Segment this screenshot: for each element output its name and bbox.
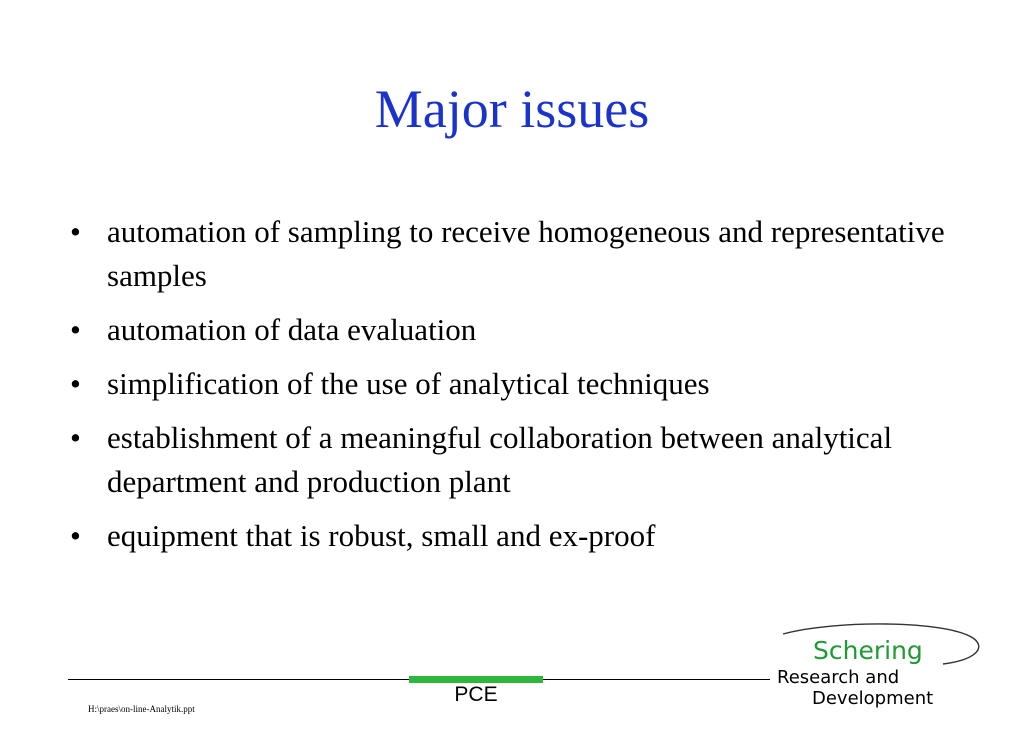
- company-logo: [775, 622, 985, 714]
- list-item: [70, 362, 950, 406]
- list-item: [70, 308, 950, 352]
- bullet-marker: •: [70, 312, 81, 347]
- logo-brand-text: Schering: [813, 636, 923, 665]
- bullet-marker: •: [70, 518, 81, 553]
- bullet-marker: •: [70, 366, 81, 401]
- bullet-text: equipment that is robust, small and ex-proof: [107, 518, 656, 553]
- bullet-text: establishment of a meaningful collaboration between analytical department and production plant: [107, 420, 893, 499]
- list-item: [70, 210, 950, 298]
- bullet-marker: •: [70, 214, 81, 249]
- bullet-text: automation of data evaluation: [107, 312, 477, 347]
- bullet-text: automation of sampling to receive homogeneous and representative samples: [107, 214, 945, 293]
- list-item: [70, 416, 950, 504]
- footer-label: PCE: [454, 683, 498, 706]
- issues-list: [70, 210, 950, 568]
- list-item: [70, 514, 950, 558]
- footer-file-path: H:\praes\on-line-Analytik.ppt: [88, 704, 195, 714]
- logo-subtitle-line2: Development: [812, 688, 934, 709]
- logo-subtitle-line1: Research and: [777, 667, 900, 688]
- bullet-text: simplification of the use of analytical techniques: [107, 366, 710, 401]
- slide-title: Major issues: [374, 79, 650, 139]
- bullet-marker: •: [70, 420, 81, 455]
